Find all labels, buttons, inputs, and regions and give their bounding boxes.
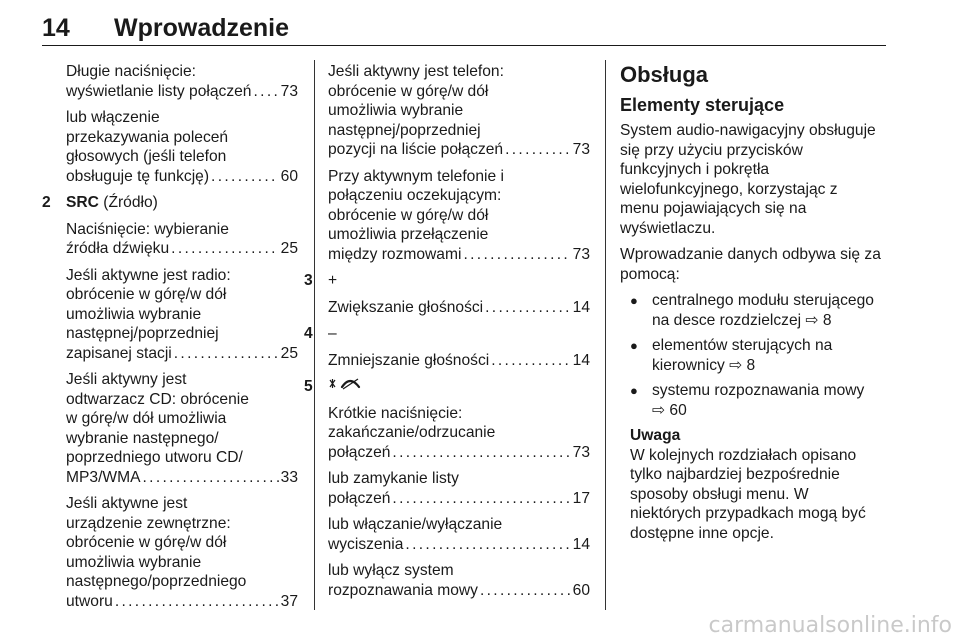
note-title: Uwaga <box>630 427 681 444</box>
item-number: 5 <box>304 378 313 395</box>
text-line: kierownicy ⇨ 8 <box>652 356 756 374</box>
text-line: systemu rozpoznawania mowy <box>652 382 865 399</box>
section-heading: Obsługa <box>620 62 709 87</box>
text-line: lub włączenie <box>66 109 160 126</box>
text-line: wybranie następnego/ <box>66 429 219 447</box>
reference-line: wyciszenia . . . 14 <box>328 535 590 555</box>
text-line: lub zamykanie listy <box>328 470 459 487</box>
text-line: System audio-nawigacyjny obsługuje <box>620 122 876 139</box>
item-number: 3 <box>304 272 313 289</box>
text-line: centralnego modułu sterującego <box>652 292 874 309</box>
column-divider <box>605 60 606 610</box>
reference-line: obsługuje tę funkcję) . . . 60 <box>66 167 298 187</box>
text-line: się przy użyciu przycisków <box>620 141 803 159</box>
note-box <box>620 426 888 543</box>
paragraph <box>328 561 590 600</box>
page-reference: 60 <box>280 167 298 185</box>
text-line: menu pojawiających się na <box>620 200 807 217</box>
paragraph <box>328 404 590 463</box>
plus-icon: + <box>328 272 338 289</box>
paragraph <box>42 266 298 364</box>
text-line: ⇨ 60 <box>652 401 687 419</box>
paragraph <box>328 515 590 554</box>
reference-line: połączeń . . . 17 <box>328 489 590 509</box>
paragraph <box>42 108 298 186</box>
watermark: carmanualsonline.info <box>708 613 952 638</box>
reference-line: utworu . . . 37 <box>66 592 298 612</box>
page-reference: 73 <box>572 245 590 263</box>
reference-line: między rozmowami . . . 73 <box>328 245 590 265</box>
text-line: umożliwia wybranie <box>328 102 464 119</box>
text-line: elementów sterujących na <box>652 337 833 354</box>
text-line: następnego/poprzedniego <box>66 573 247 590</box>
text-line: Jeśli aktywne jest <box>66 495 188 512</box>
text-line: dostępne inne opcje. <box>630 524 774 542</box>
text-line: Jeśli aktywny jest telefon: <box>328 63 504 80</box>
text-line: tylko najbardziej bezpośrednie <box>630 466 840 483</box>
reference-line: połączeń . . . 73 <box>328 443 590 463</box>
paragraph <box>328 62 590 160</box>
paragraph <box>620 245 888 284</box>
control-item-4 <box>304 324 590 344</box>
text-line: Naciśnięcie: wybieranie <box>66 220 229 238</box>
text-line: umożliwia przełączenie <box>328 226 489 243</box>
text-line: wyświetlaczu. <box>620 219 716 237</box>
text-line: następnej/poprzedniej <box>66 325 219 342</box>
reference-line: pozycji na liście połączeń . . . 73 <box>328 140 590 160</box>
minus-icon: – <box>328 325 337 342</box>
text-line: głosowych (jeśli telefon <box>66 148 227 165</box>
reference-line: zapisanej stacji . . . 25 <box>66 344 298 364</box>
text-line: urządzenie zewnętrzne: <box>66 514 231 532</box>
page-reference: 73 <box>572 443 590 461</box>
text-line: umożliwia wybranie <box>66 305 202 323</box>
reference-line: MP3/WMA . . . 33 <box>66 468 298 488</box>
text-line: Wprowadzanie danych odbywa się za <box>620 246 881 263</box>
text-line: obrócenie w górę/w dół <box>328 206 489 224</box>
reference-line: Zmniejszanie głośności . . . 14 <box>328 351 590 371</box>
paragraph <box>42 220 298 259</box>
paragraph <box>328 298 590 318</box>
text-line: Przy aktywnym telefonie i <box>328 167 504 185</box>
bullet-icon: ● <box>630 338 638 353</box>
page-reference: 25 <box>280 240 298 257</box>
text-line: połączeniu oczekującym: <box>328 187 502 204</box>
page-reference: 17 <box>572 489 590 507</box>
page-number: 14 <box>42 14 70 42</box>
reference-line: wyświetlanie listy połączeń . . . 73 <box>66 82 298 102</box>
column-2 <box>304 62 590 607</box>
column-1 <box>42 62 298 618</box>
text-line: sposoby obsługi menu. W <box>630 485 809 503</box>
reference-line: źródła dźwięku . . . 25 <box>66 239 298 259</box>
page-reference: 60 <box>572 581 590 599</box>
text-line: obrócenie w górę/w dół <box>66 286 227 303</box>
bullet-item <box>620 291 888 330</box>
control-item-5 <box>304 377 590 397</box>
text-line: umożliwia wybranie <box>66 553 202 571</box>
paragraph <box>42 494 298 611</box>
text-line: Jeśli aktywne jest radio: <box>66 266 231 284</box>
text-line: obrócenie w górę/w dół <box>66 534 227 551</box>
page-reference: 73 <box>572 141 590 158</box>
text-line: wielofunkcyjnego, korzystając z <box>620 180 838 198</box>
mute-hangup-icon <box>328 377 362 391</box>
paragraph <box>620 121 888 238</box>
text-line: przekazywania poleceń <box>66 128 229 146</box>
text-line: odtwarzacz CD: obrócenie <box>66 390 249 408</box>
paragraph <box>42 62 298 101</box>
text-line: lub włączanie/wyłączanie <box>328 516 503 533</box>
hang-up-icon <box>328 377 590 397</box>
text-line: Jeśli aktywny jest <box>66 371 187 388</box>
text-line: obrócenie w górę/w dół <box>328 82 489 100</box>
text-line: pomocą: <box>620 265 680 283</box>
text-line: Krótkie naciśnięcie: <box>328 404 463 422</box>
bullet-icon: ● <box>630 383 638 398</box>
page-title: Wprowadzenie <box>114 14 290 42</box>
paragraph <box>328 167 590 265</box>
reference-line: Zwiększanie głośności . . . 14 <box>328 298 590 318</box>
bullet-item <box>620 381 888 420</box>
page-reference: 25 <box>280 344 298 362</box>
text-line: poprzedniego utworu CD/ <box>66 449 243 466</box>
text-line: W kolejnych rozdziałach opisano <box>630 446 857 464</box>
text-line: w górę/w dół umożliwia <box>66 410 227 427</box>
page-header <box>42 14 886 46</box>
bullet-item <box>620 336 888 375</box>
page-reference: 14 <box>572 298 590 316</box>
subsection-heading: Elementy sterujące <box>620 95 785 115</box>
item-number: 4 <box>304 325 313 342</box>
text-line: zakańczanie/odrzucanie <box>328 424 496 441</box>
page-reference: 37 <box>280 592 298 610</box>
item-label: SRC <box>66 194 99 211</box>
bullet-icon: ● <box>630 293 638 308</box>
page-reference: 14 <box>572 351 590 369</box>
page-reference: 14 <box>572 535 590 553</box>
page-reference: 33 <box>280 468 298 486</box>
control-item-3 <box>304 271 590 291</box>
paragraph <box>328 469 590 508</box>
column-3 <box>620 62 888 543</box>
control-item-2 <box>42 193 298 213</box>
text-line: niektórych przypadkach mogą być <box>630 505 866 522</box>
text-line: na desce rozdzielczej ⇨ 8 <box>652 311 832 329</box>
item-label-suffix: (Źródło) <box>98 194 158 211</box>
text-line: Długie naciśnięcie: <box>66 63 197 80</box>
item-number: 2 <box>42 194 51 211</box>
reference-line: rozpoznawania mowy . . . 60 <box>328 581 590 601</box>
text-line: lub wyłącz system <box>328 562 454 579</box>
page-reference: 73 <box>280 82 298 100</box>
text-line: funkcyjnych i pokrętła <box>620 161 770 178</box>
paragraph <box>42 370 298 487</box>
paragraph <box>328 351 590 371</box>
text-line: następnej/poprzedniej <box>328 121 481 139</box>
